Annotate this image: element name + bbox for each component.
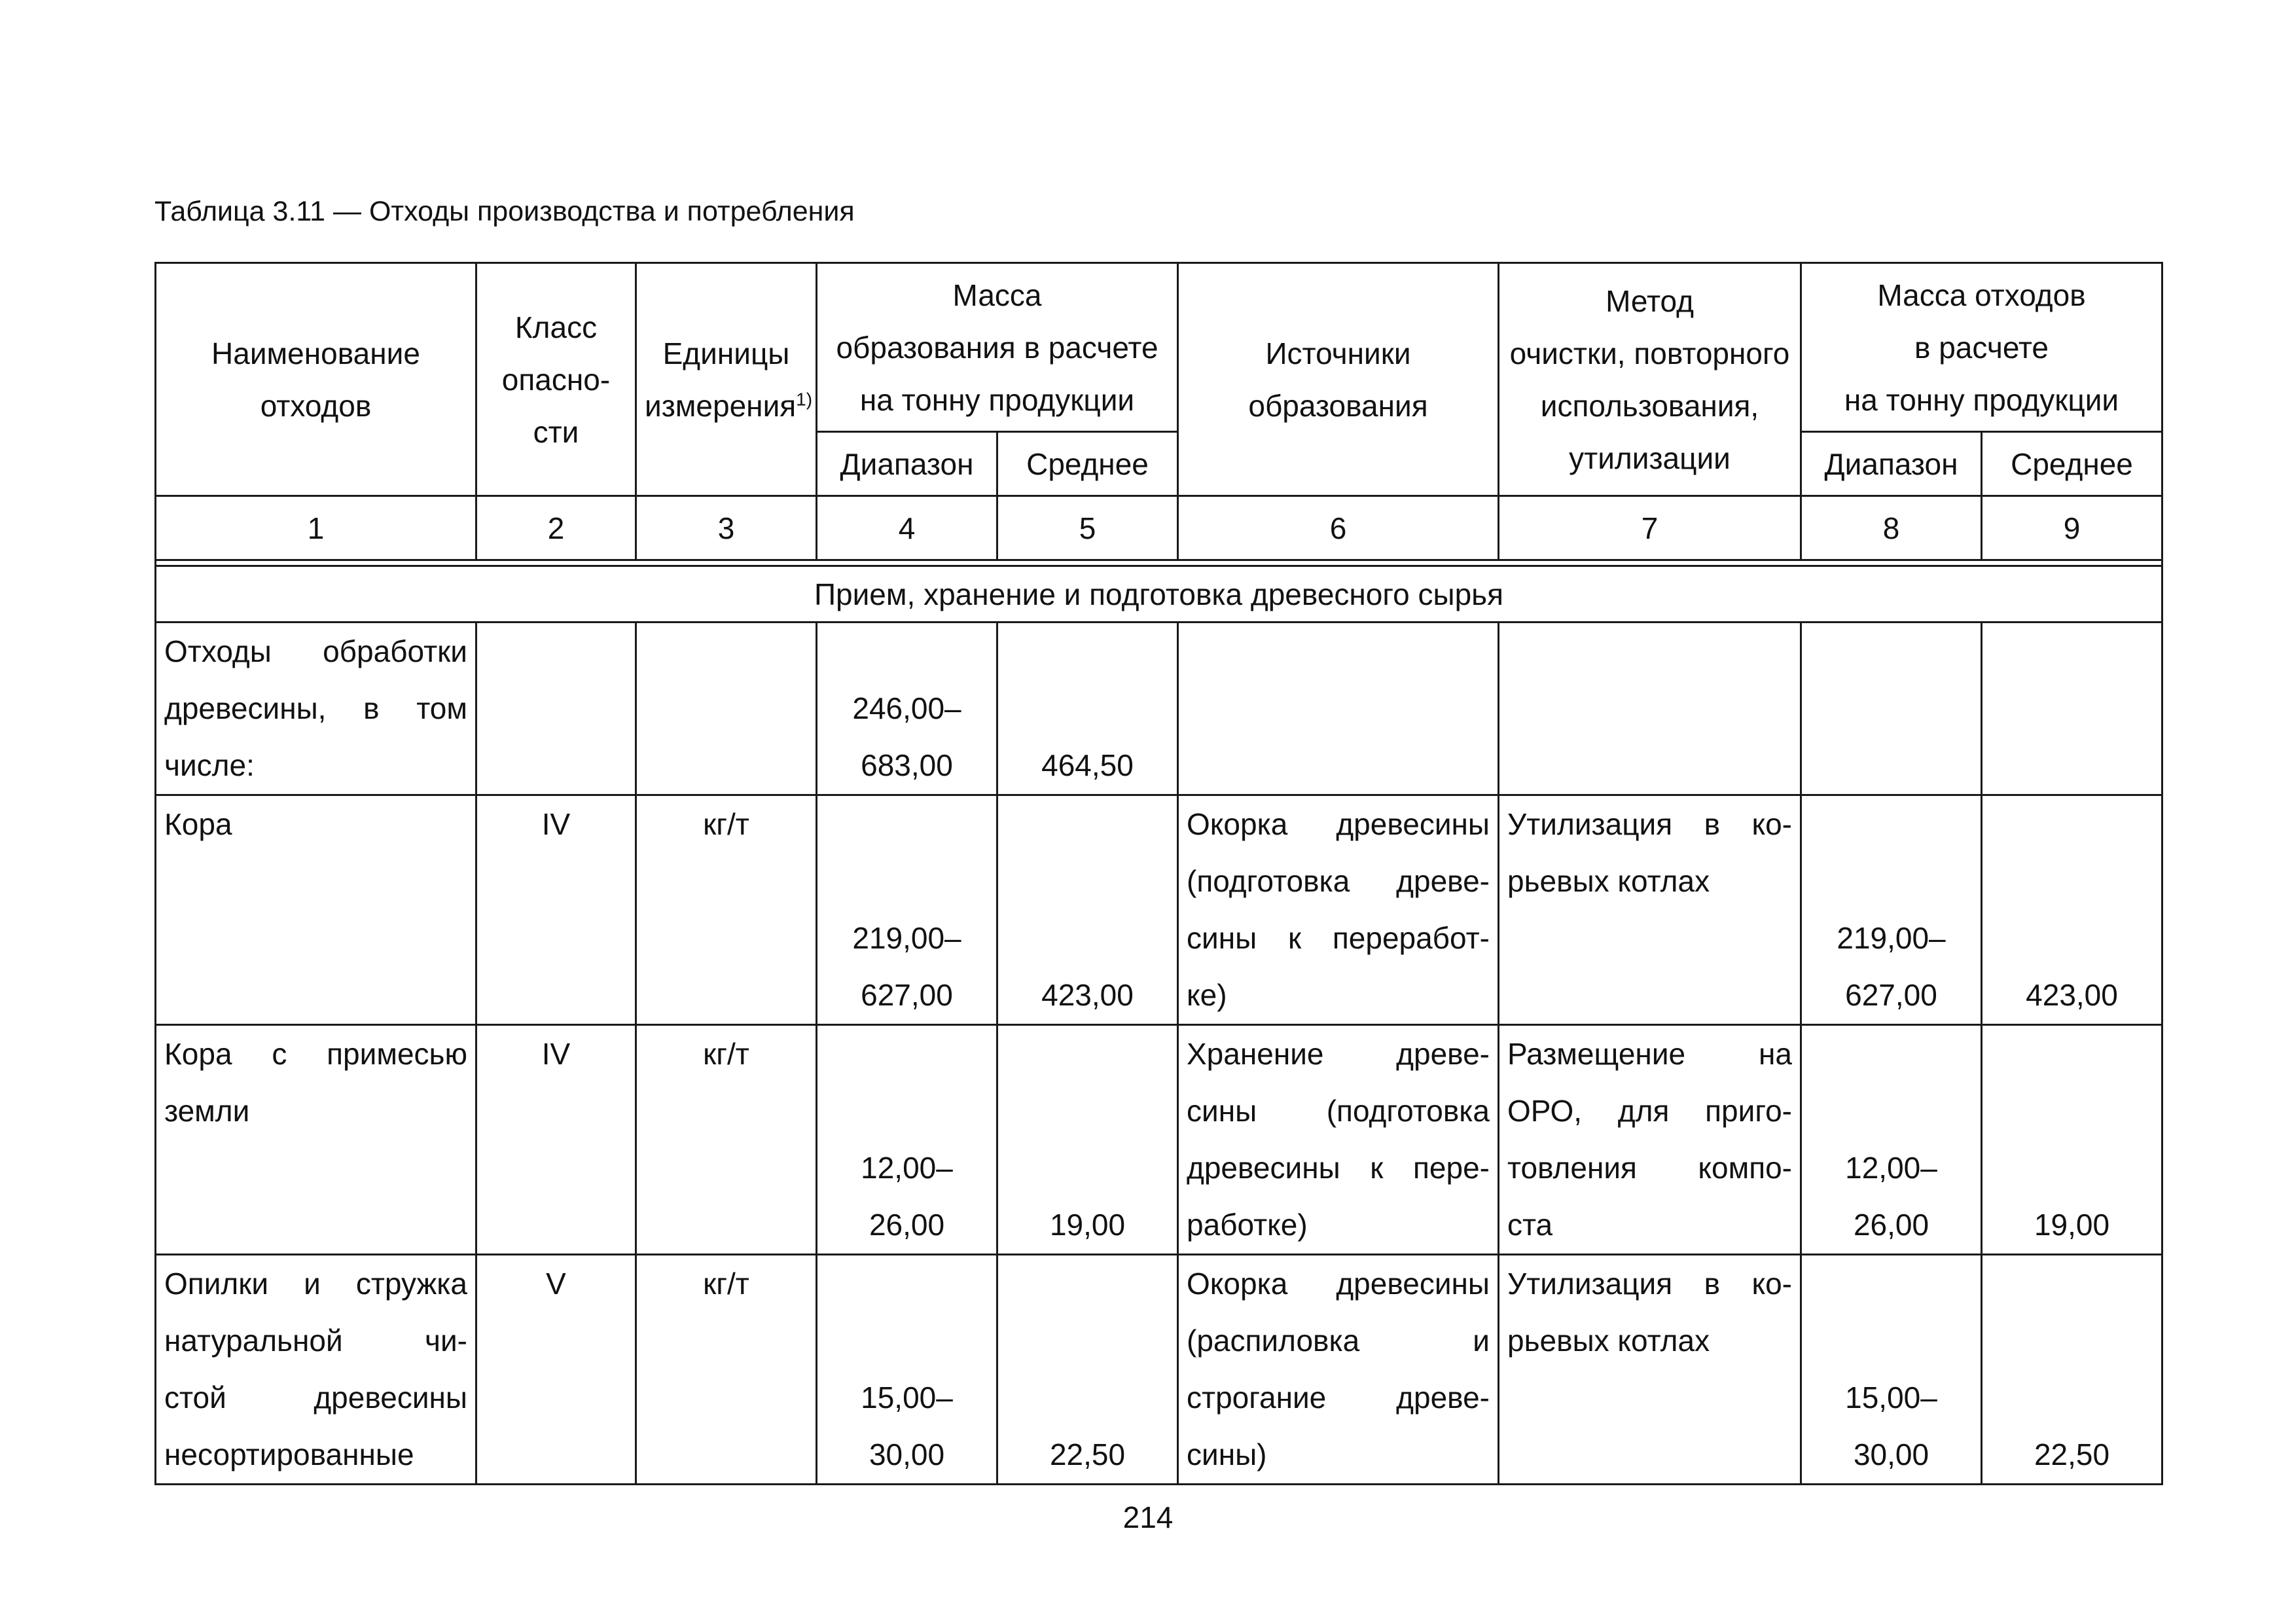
cell-line: Хранение древе- [1187, 1037, 1490, 1071]
cell-line: 12,00– [1845, 1151, 1937, 1185]
cell-line: (распиловка и [1187, 1324, 1490, 1358]
header-units [636, 263, 817, 496]
table-caption: Таблица 3.11 — Отходы производства и потребления [154, 196, 855, 227]
cell-line: Размещение на [1507, 1037, 1792, 1071]
cell-line: Окорка древесины [1187, 1267, 1490, 1301]
header-waste-line: Масса отходов [1877, 278, 2086, 312]
double-rule [156, 560, 2162, 566]
header-method-line: очистки, повторного [1509, 336, 1790, 370]
col-number: 2 [476, 496, 636, 560]
cell-line: строгание древе- [1187, 1380, 1490, 1415]
cell-line: ста [1507, 1208, 1553, 1242]
cell-name [156, 1255, 476, 1485]
cell-name [156, 795, 476, 1025]
cell-line: 246,00– [852, 691, 961, 725]
cell-line: натуральной чи- [164, 1324, 467, 1358]
cell-avg-formation: 464,50 [997, 623, 1178, 795]
cell-line: Кора с примесью [164, 1037, 467, 1071]
cell-sources [1178, 795, 1499, 1025]
header-class-line: опасно- [501, 362, 611, 397]
cell-line: работке) [1187, 1208, 1308, 1242]
col-number: 5 [997, 496, 1178, 560]
table-row [156, 1255, 2162, 1485]
cell-units: кг/т [636, 1255, 817, 1485]
cell-line: 15,00– [1845, 1380, 1937, 1415]
header-class-line: сти [533, 414, 579, 449]
cell-line: 12,00– [861, 1151, 953, 1185]
cell-line: 627,00 [861, 978, 953, 1012]
header-method-line: утилизации [1569, 441, 1731, 475]
cell-line: Кора [164, 807, 232, 841]
cell-name [156, 1025, 476, 1255]
col-number: 8 [1801, 496, 1982, 560]
cell-line: Отходы обработки [164, 634, 467, 668]
table-row [156, 623, 2162, 795]
col-number: 7 [1499, 496, 1801, 560]
cell-avg-formation: 423,00 [997, 795, 1178, 1025]
cell-range-formation [817, 795, 997, 1025]
cell-line: рьевых котлах [1507, 1324, 1710, 1358]
header-mass-line: Масса [952, 278, 1042, 312]
cell-method [1499, 795, 1801, 1025]
cell-line: 26,00 [869, 1208, 945, 1242]
header-mass-line: образования в расчете [836, 330, 1158, 365]
cell-line: древесины, в том [164, 691, 467, 725]
header-sources-line: Источники [1265, 336, 1411, 370]
header-sources-line: образования [1248, 388, 1428, 423]
cell-avg-formation: 22,50 [997, 1255, 1178, 1485]
cell-line: ке) [1187, 978, 1227, 1012]
header-sources [1178, 263, 1499, 496]
header-mass-formation [817, 263, 1178, 432]
cell-sources [1178, 1025, 1499, 1255]
header-hazard-class [476, 263, 636, 496]
cell-line: рьевых котлах [1507, 864, 1710, 898]
cell-range-formation [817, 1255, 997, 1485]
cell-line: 219,00– [1837, 921, 1946, 955]
cell-range-formation [817, 623, 997, 795]
cell-line: сины (подготовка [1187, 1094, 1490, 1128]
cell-line: 26,00 [1853, 1208, 1929, 1242]
cell-class: IV [476, 1025, 636, 1255]
cell-line: 219,00– [852, 921, 961, 955]
cell-range-waste [1801, 623, 1982, 795]
header-range-formation: Диапазон [817, 432, 997, 496]
cell-class: V [476, 1255, 636, 1485]
col-number: 6 [1178, 496, 1499, 560]
cell-line: несортированные [164, 1437, 414, 1471]
cell-units [636, 623, 817, 795]
cell-avg-formation: 19,00 [997, 1025, 1178, 1255]
cell-line: сины к переработ- [1187, 921, 1490, 955]
cell-line: 627,00 [1845, 978, 1937, 1012]
cell-units: кг/т [636, 795, 817, 1025]
header-units-text: измерения [645, 388, 797, 423]
header-units-line: Единицы [662, 336, 790, 370]
waste-table [154, 262, 2163, 1485]
cell-method [1499, 1025, 1801, 1255]
cell-line: Утилизация в ко- [1507, 1267, 1792, 1301]
cell-class: IV [476, 795, 636, 1025]
header-mass-waste [1801, 263, 2162, 432]
header-name [156, 263, 476, 496]
footnote-marker: 1) [796, 389, 813, 410]
cell-range-formation [817, 1025, 997, 1255]
cell-line: Опилки и стружка [164, 1267, 467, 1301]
cell-sources [1178, 623, 1499, 795]
header-average-waste: Среднее [1982, 432, 2162, 496]
cell-sources [1178, 1255, 1499, 1485]
header-method-line: Метод [1605, 283, 1694, 318]
cell-line: сины) [1187, 1437, 1267, 1471]
cell-line: Утилизация в ко- [1507, 807, 1792, 841]
cell-line: 683,00 [861, 748, 953, 782]
cell-avg-waste: 19,00 [1982, 1025, 2162, 1255]
cell-line: 15,00– [861, 1380, 953, 1415]
cell-range-waste [1801, 1025, 1982, 1255]
cell-line: товления компо- [1507, 1151, 1792, 1185]
table-row [156, 795, 2162, 1025]
cell-range-waste [1801, 1255, 1982, 1485]
section-title: Прием, хранение и подготовка древесного сырья [156, 566, 2162, 623]
col-number: 1 [156, 496, 476, 560]
cell-range-waste [1801, 795, 1982, 1025]
col-number: 9 [1982, 496, 2162, 560]
cell-line: числе: [164, 748, 255, 782]
cell-avg-waste: 423,00 [1982, 795, 2162, 1025]
cell-line: древесины к пере- [1187, 1151, 1490, 1185]
header-method [1499, 263, 1801, 496]
table-row [156, 1025, 2162, 1255]
header-average-formation: Среднее [997, 432, 1178, 496]
header-range-waste: Диапазон [1801, 432, 1982, 496]
page-number: 214 [1122, 1500, 1174, 1534]
header-class-line: Класс [514, 310, 598, 344]
header-units-line [645, 380, 813, 432]
cell-name [156, 623, 476, 795]
cell-line: 30,00 [869, 1437, 945, 1471]
cell-avg-waste [1982, 623, 2162, 795]
cell-method [1499, 623, 1801, 795]
cell-line: 30,00 [1853, 1437, 1929, 1471]
cell-line: земли [164, 1094, 250, 1128]
header-mass-line: на тонну продукции [859, 382, 1135, 417]
cell-line: (подготовка древе- [1187, 864, 1490, 898]
header-waste-line: на тонну продукции [1844, 382, 2119, 417]
header-waste-line: в расчете [1914, 330, 2049, 365]
cell-line: стой древесины [164, 1380, 467, 1415]
header-method-line: использования, [1540, 388, 1759, 423]
header-name-line: отходов [260, 388, 372, 423]
cell-method [1499, 1255, 1801, 1485]
col-number: 3 [636, 496, 817, 560]
header-name-line: Наименование [211, 336, 420, 370]
cell-avg-waste: 22,50 [1982, 1255, 2162, 1485]
col-number: 4 [817, 496, 997, 560]
cell-class [476, 623, 636, 795]
cell-line: Окорка древесины [1187, 807, 1490, 841]
cell-line: ОРО, для приго- [1507, 1094, 1792, 1128]
cell-units: кг/т [636, 1025, 817, 1255]
